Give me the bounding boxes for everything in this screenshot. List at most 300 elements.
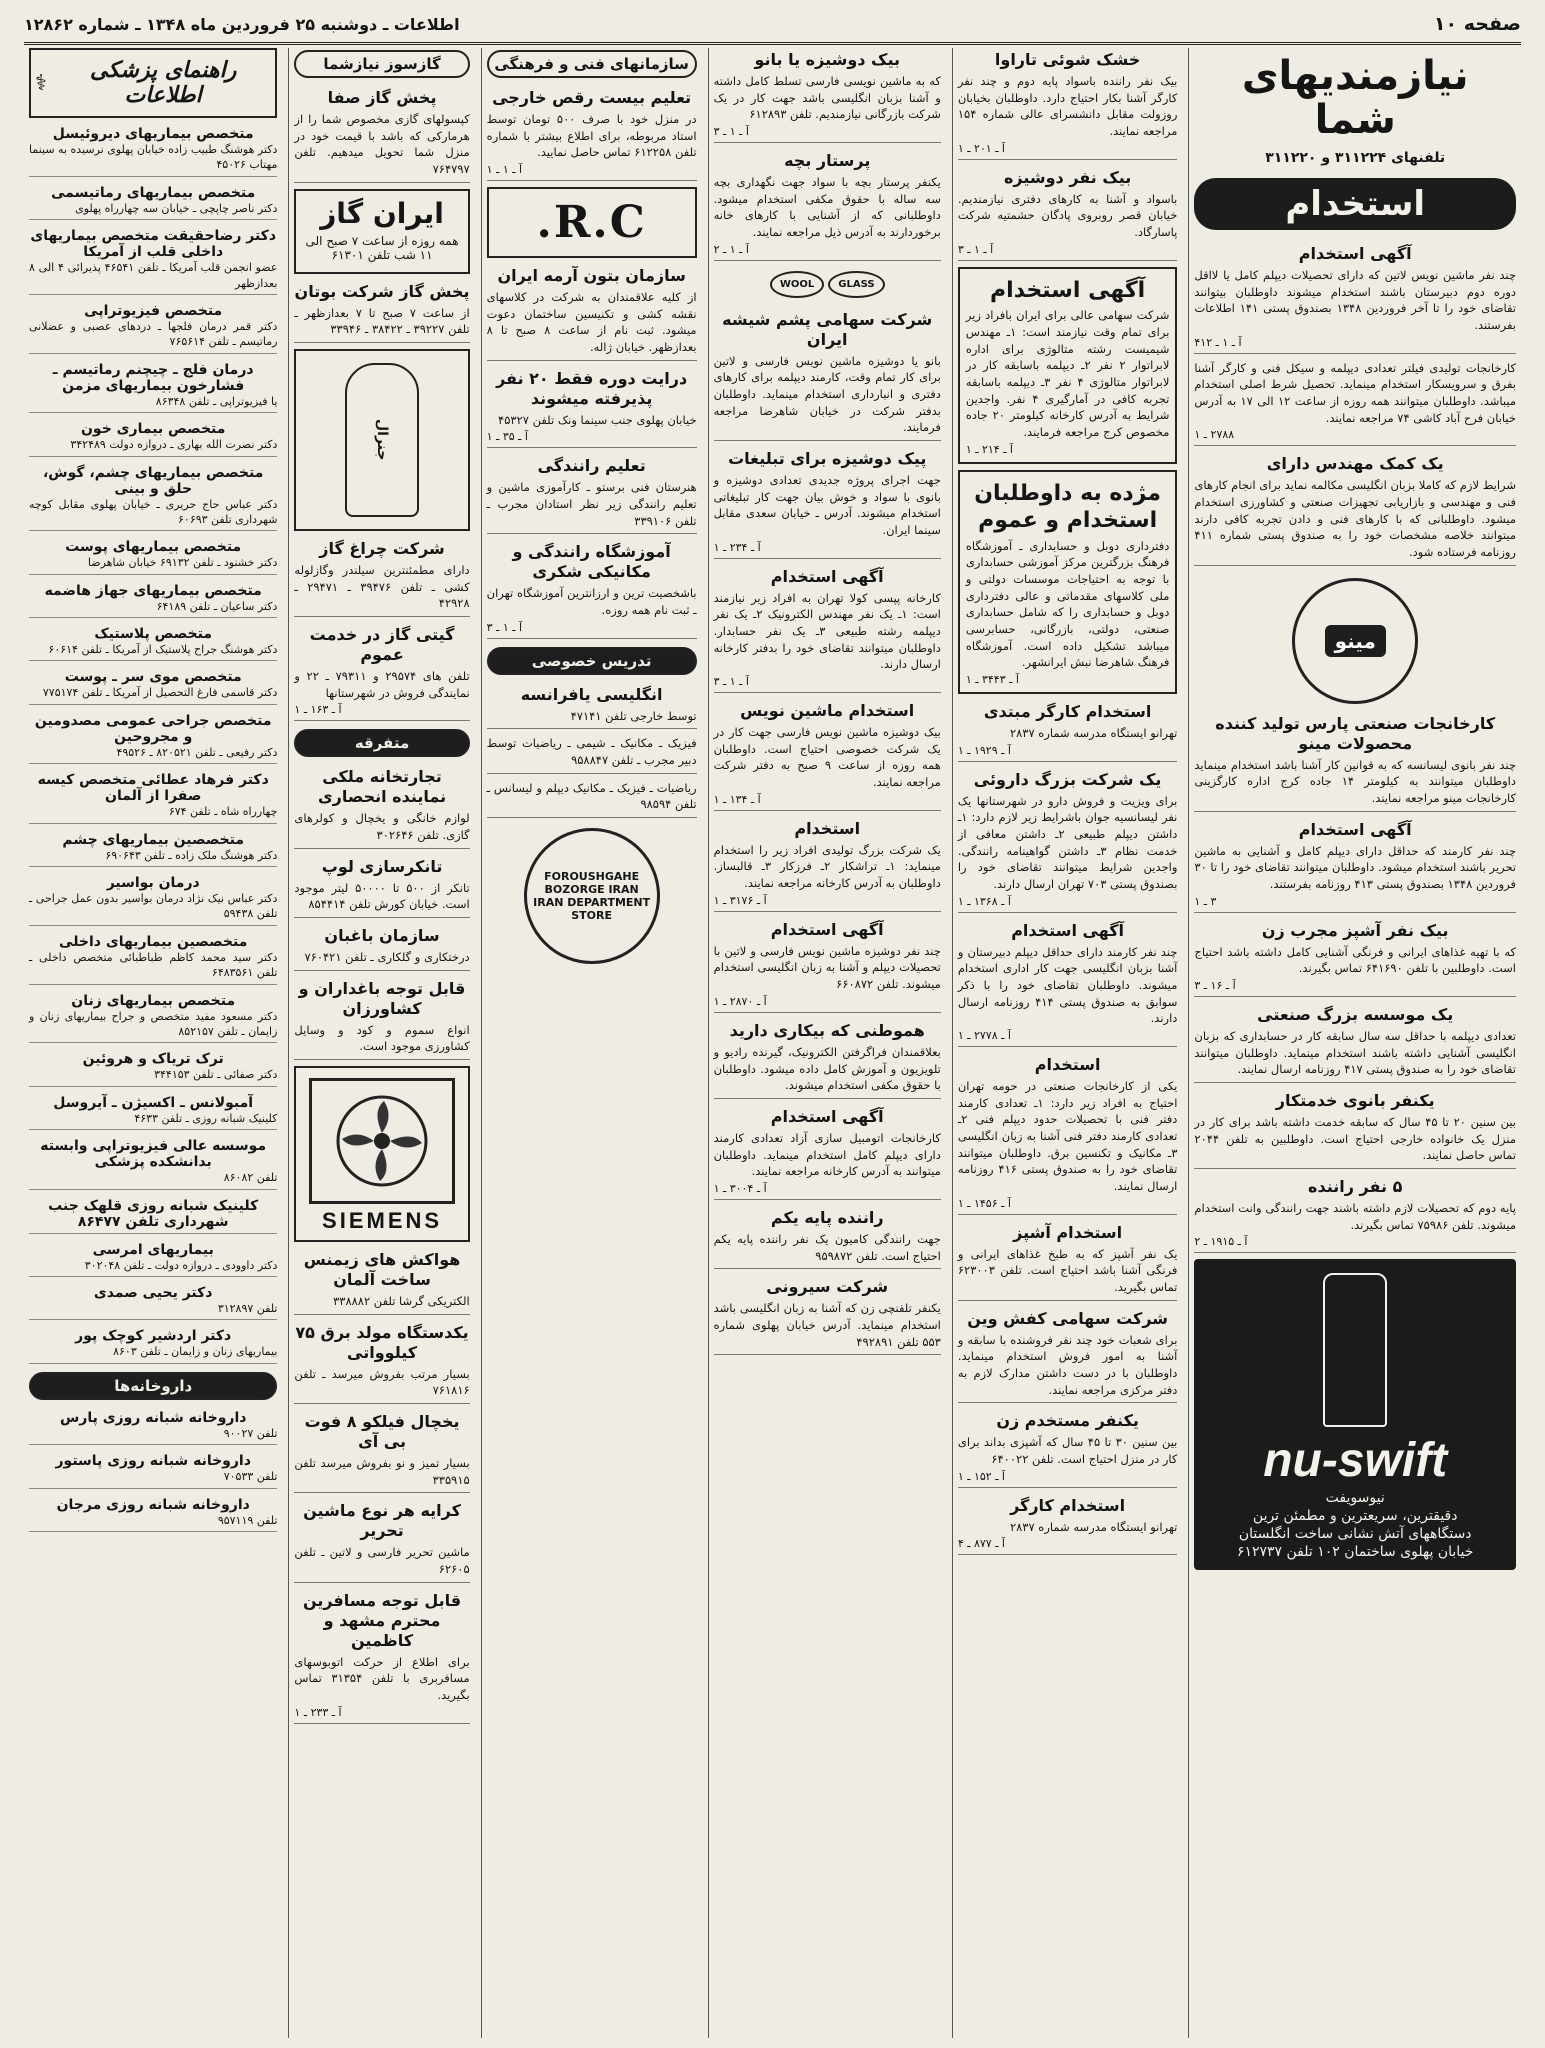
- ad-code: آ ـ ۱ ـ ۴۱۲: [1194, 335, 1242, 349]
- classified-ad: [714, 918, 941, 1013]
- classified-ad: [487, 454, 697, 534]
- classified-ad: [294, 86, 469, 183]
- medical-guide-title: راهنمای پزشکی اطلاعات: [89, 58, 237, 108]
- doctor-specialty: آمبولانس ـ اکسیژن ـ آیروسل: [53, 1094, 254, 1111]
- doctor-listing: [29, 360, 277, 413]
- ad-code: آ ـ ۱۶۳ ـ ۱: [294, 703, 342, 717]
- ad-text: یکنفر پرستار بچه با سواد جهت نگهداری بچه سه ساله با حقوق مکفی استخدام میشود. داوطلبانی که از آشنایی با کارهای خانه برخوردارند به آدرس ذیل مراجعه نمایند.: [713, 175, 941, 240]
- doctor-specialty: متخصص بیماریهای دیروئیسل: [52, 126, 254, 142]
- doctor-text: دکتر سید محمد کاظم طباطبائی متخصص داخلی ـ تلفن ۶۴۸۳۵۶۱: [28, 950, 278, 980]
- ad-text: بسیار تمیز و نو بفروش میرسد تلفن ۳۳۵۹۱۵: [294, 1456, 470, 1487]
- doctor-listing: [29, 932, 277, 985]
- doctor-text: دکتر عباس حاج حریری ـ خیابان پهلوی مقابل کوچه شهرداری تلفن ۶۰۶۹۳: [28, 497, 278, 526]
- classified-ad: [487, 367, 697, 449]
- ad-code: آ ـ ۱۶ ـ ۳: [1194, 979, 1236, 993]
- nuswift-desc: دستگاههای آتش نشانی ساخت انگلستان: [1238, 1526, 1472, 1543]
- ad-code: آ ـ ۲۳۳ ـ ۱: [294, 1705, 342, 1719]
- ad-text: هنرستان فنی برستو ـ کارآموزی ماشین و تعلیم رانندگی زیر نظر استادان مجرب ـ تلفن ۳۳۹۱۰۶: [486, 480, 697, 528]
- doctor-specialty: دکتر یحیی صمدی: [93, 1284, 213, 1301]
- classified-ad: [958, 1053, 1178, 1215]
- ad-heading: قابل توجه مسافرین محترم مشهد و کاظمین: [302, 1590, 462, 1650]
- classified-ad: [487, 780, 697, 818]
- classified-ad: [294, 1410, 469, 1493]
- classified-ad: [714, 1275, 941, 1355]
- ad-heading: یک موسسه بزرگ صنعتی: [1257, 1005, 1454, 1025]
- doctor-text: دکتر ناصر چاپچی ـ خیابان سه چهارراه پهلوی: [75, 201, 278, 215]
- fan-graphic: [332, 1091, 432, 1191]
- ad-heading: سازمان بتون آرمه ایران: [497, 266, 686, 286]
- ad-text: در منزل خود با صرف ۵۰۰ تومان توسط استاد مربوطه، برای اطلاع بیشتر با شماره تلفن ۶۱۲۲۵۸ تماس حاصل نمایید.: [486, 112, 697, 160]
- classified-ad: [714, 699, 941, 811]
- doctor-specialty: درمان فلج ـ چیچنم رماتیسم ـ فشارخون بیماریهای مزمن: [52, 361, 254, 394]
- doctor-specialty: ترک تریاک و هروئین: [82, 1051, 224, 1068]
- ad-heading: گیتی گاز در خدمت عموم: [309, 625, 455, 665]
- ad-text: چند نفر دوشیزه ماشین نویس فارسی و لاتین با تحصیلات دیپلم و آشنا به زبان انگلیسی استخدام میشوند. تلفن ۶۶۰۸۷۲: [713, 943, 941, 992]
- ad-code: آ ـ ۱۳۶۸ ـ ۱: [957, 894, 1011, 908]
- ad-text: تانکر از ۵۰۰ تا ۵۰۰۰۰ لیتر موجود است. خیابان کورش تلفن ۸۵۴۴۱۴: [294, 880, 470, 912]
- ad-text: توسط خارجی تلفن ۴۷۱۴۱: [570, 708, 697, 723]
- store-name: FOROUSHGAHE BOZORGE IRAN: [544, 870, 640, 897]
- doctor-listing: [29, 873, 277, 926]
- ad-text: از کلیه علاقمندان به شرکت در کلاسهای نقشه کشی و تکنیسین ساختمان دعوت میشود. ثبت نام از ساعت ۸ صبح تا ۸ بعدازظهر. خیابان ژاله.: [486, 290, 697, 355]
- section-head-private-tutoring: تدریس خصوصی: [487, 647, 697, 675]
- ad-text: بعلاقمندان فراگرفتن الکترونیک، گیرنده رادیو و تلویزیون و آموزش کامل داده میشود. داوطلبان با حقوق مکفی استخدام میشوند.: [713, 1044, 941, 1093]
- ad-text: برای اطلاع از حرکت اتوبوسهای مسافربری با تلفن ۳۱۳۵۴ تماس بگیرید.: [294, 1654, 470, 1703]
- ad-text: بیک دوشیزه ماشین نویس فارسی جهت کار در یک شرکت خصوصی احتیاج است. داوطلبان همه روزه از ساعت ۹ صبح به دفتر شرکت مراجعه نمایند.: [713, 725, 941, 790]
- ad-heading: یک کمک مهندس دارای: [1266, 454, 1444, 474]
- doctor-text: بیماریهای زنان و زایمان ـ تلفن ۸۶۰۳: [113, 1345, 278, 1359]
- ad-text: بین سنین ۲۰ تا ۴۵ سال که سابقه خدمت داشته باشد برای کار در منزل یک خانواده خارجی احتیاج است. داوطلبین به تلفن ۲۰۴۴ تماس حاصل نمایند.: [1194, 1115, 1517, 1163]
- ad-text: درختکاری و گلکاری ـ تلفن ۷۶۰۴۲۱: [304, 950, 470, 965]
- classified-ad: [958, 470, 1178, 694]
- ad-heading: قابل توجه باغداران و کشاورزان: [298, 978, 466, 1018]
- classified-ad: [714, 1206, 941, 1269]
- ad-text: شرایط لازم که کاملا بزبان انگلیسی مکالمه نماید برای انجام کارهای فنی و مهندسی و بازاریابی تجهیزات صنعتی و کشاورزی استخدام میشود. داوطلبانی که با کارهای فنی و دادن تجربه کافی دارند میتوانند خلاصه مشخصات خود را به صندوق پستی شماره ۴۱۱ روزنامه فرستاده شود.: [1194, 478, 1516, 560]
- ad-code: آ ـ ۱۳۴ ـ ۱: [713, 792, 761, 806]
- doctor-text: دکتر رفیعی ـ تلفن ۸۲۰۵۲۱ ـ ۴۹۵۲۶: [116, 745, 278, 759]
- ad-text: باسواد و آشنا به کارهای دفتری نیازمندیم. خیابان قصر روبروی پادگان حشمتیه شرکت پاسارگاد.: [957, 191, 1178, 240]
- doctor-specialty: کلینیک شبانه روزی قلهک جنب شهرداری تلفن ۸۶۴۷۷: [48, 1197, 259, 1230]
- doctor-listing: [29, 1283, 277, 1320]
- ad-code: آ ـ ۱ ـ ۳: [713, 125, 749, 139]
- ad-heading: هموطنی که بیکاری دارید: [729, 1020, 925, 1040]
- doctor-listing: [29, 226, 277, 295]
- doctor-listing: [29, 301, 277, 354]
- ad-text: یک شرکت بزرگ تولیدی افراد زیر را استخدام مینماید: ۱ـ تراشکار ۲ـ فرزکار ۳ـ قالبساز. داوطلبان به آدرس کارخانه مراجعه نمایند.: [713, 842, 941, 891]
- ad-text: کارخانه پپسی کولا تهران به افراد زیر نیازمند است: ۱ـ یک نفر مهندس الکترونیک ۲ـ یک نفر دیپلمه رشته طبیعی ۳ـ یک نفر حسابدار. داوطلبان میتوانند تقاضای خود را بدفتر کارخانه ارسال دارند.: [713, 590, 941, 672]
- ad-text: ماشین تحریر فارسی و لاتین ـ تلفن ۶۲۶۰۵: [294, 1545, 470, 1577]
- ad-text: چند نفر بانوی لیسانسه که به قوانین کار آشنا باشد استخدام مینماید داوطلبان میتوانند به کیلومتر ۱۴ جاده کرج اداره کارگزینی کارخانجات مینو مراجعه نمایند.: [1194, 757, 1516, 806]
- ad-code: ۳ ـ ۱: [1194, 894, 1217, 908]
- ad-heading: ۵ نفر راننده: [1308, 1177, 1403, 1197]
- doctor-specialty: درمان بواسیر: [106, 875, 200, 892]
- classified-ad: [487, 264, 697, 361]
- ad-text: تعدادی دیپلمه با حداقل سه سال سابقه کار در حسابداری که بزبان انگلیسی آشنایی داشته باشند استخدام مینماید. داوطلبان میتوانند تقاضای خود را به صندوق پستی ۴۱۷ روزنامه ارسال نمایند.: [1194, 1029, 1516, 1077]
- classified-ad: [1194, 1175, 1516, 1253]
- doctor-text: دکتر عباس نیک نژاد درمان بواسیر بدون عمل جراحی ـ تلفن ۵۹۴۳۸: [28, 892, 278, 921]
- classified-ad: [294, 1248, 469, 1315]
- ad-code: آ ـ ۱ ـ ۲: [713, 242, 749, 256]
- ad-code: آ ـ ۱ ـ ۳: [486, 620, 523, 634]
- nuswift-brand-fa: نیوسویفت: [1325, 1490, 1385, 1507]
- pharmacy-text: تلفن ۷۰۵۳۳: [223, 1470, 278, 1484]
- ad-heading: آگهی استخدام: [1011, 920, 1125, 940]
- classified-ad: [294, 1321, 469, 1404]
- doctor-text: کلینیک شبانه روزی ـ تلفن ۴۶۳۳: [134, 1111, 278, 1125]
- classified-ad: [1194, 818, 1516, 913]
- doctor-text: دکتر نصرت الله بهاری ـ دروازه دولت ۳۴۲۴۸۹: [70, 438, 278, 452]
- columns: [24, 48, 1521, 2038]
- ad-heading: آگهی استخدام: [1298, 244, 1412, 263]
- pharmacy-name: داروخانه شبانه روزی مرجان: [56, 1496, 250, 1513]
- ad-text: برای شعبات خود چند نفر فروشنده با سابقه و آشنا به امور فروش استخدام مینماید. داوطلبان با در دست داشتن مدارک لازم به دفتر مرکزی مراجعه نمایند.: [957, 1332, 1178, 1397]
- ad-heading: تعلیم رانندگی: [537, 456, 646, 476]
- doctor-listing: [29, 711, 277, 764]
- ad-heading: یخچال فیلکو ۸ فوت بی آی: [304, 1412, 460, 1452]
- ad-text: که به ماشین نویسی فارسی تسلط کامل داشته و آشنا بزبان انگلیسی باشد جهت کار در یک شرکت بازرگانی نیازمندیم. تلفن ۶۱۲۸۹۳: [713, 74, 941, 122]
- ad-heading: سازمان باغبان: [324, 926, 440, 946]
- ad-code: آ ـ ۳۴۴۳ ـ ۱: [965, 672, 1019, 686]
- ad-text: انواع سموم و کود و وسایل کشاورزی موجود است.: [294, 1022, 470, 1054]
- glasswool-logo: [714, 271, 941, 298]
- pharmacy-name: داروخانه شبانه روزی پارس: [59, 1409, 247, 1426]
- nuswift-slogan: دقیقترین، سریعترین و مطمئن ترین: [1252, 1508, 1458, 1525]
- ad-heading: بیک دوشیزه یا بانو: [754, 50, 900, 69]
- ad-text: بین سنین ۳۰ تا ۴۵ سال که آشپزی بداند برای کار در منزل احتیاج است. تلفن ۶۴۰۰۲۲: [957, 1435, 1178, 1467]
- classified-ad: [714, 565, 941, 693]
- doctor-listing: [29, 1136, 277, 1189]
- ad-code: آ ـ ۱۴۵۶ ـ ۱: [957, 1196, 1011, 1210]
- doctor-listing: [29, 1240, 277, 1277]
- fire-extinguisher-icon: [1323, 1273, 1387, 1427]
- ad-text: که با تهیه غذاهای ایرانی و فرنگی آشنایی کامل داشته باشد احتیاج است. داوطلبین با تلفن ۶۴۱۶۹۰ تماس بگیرند.: [1194, 944, 1516, 976]
- medical-guide-header: [29, 48, 277, 118]
- classified-ad: [294, 1589, 469, 1724]
- classified-ad: [958, 1221, 1178, 1301]
- classified-ad: [958, 267, 1178, 464]
- section-head-misc: متفرقه: [294, 729, 469, 757]
- classified-ad: [1194, 1003, 1516, 1083]
- ad-heading: استخدام ماشین نویس: [740, 701, 915, 721]
- ad-heading: آگهی استخدام: [770, 566, 884, 586]
- nuswift-brand: nu-swift: [1263, 1434, 1448, 1488]
- iran-gas-sub: همه روزه از ساعت ۷ صبح الی ۱۱ شب تلفن ۶۱۳۰۱: [305, 233, 459, 262]
- general-brand: جنرال: [374, 419, 391, 461]
- classified-ad: [294, 924, 469, 971]
- ad-heading: بیک نفر آشپز مجرب زن: [1261, 920, 1449, 940]
- ad-text: لوازم خانگی و یخچال و کولرهای گازی. تلفن ۳۰۲۶۴۶: [294, 811, 470, 843]
- ad-heading: یکنفر مستخدم زن: [996, 1411, 1139, 1431]
- ad-heading: شرکت سیرونی: [766, 1277, 889, 1297]
- classified-ad: [487, 735, 697, 773]
- ad-text: جهت اجرای پروژه جدیدی تعدادی دوشیزه و بانوی با سواد و خوش بیان جهت کار تبلیغاتی استخدام میشوند. آدرس ـ خیابان سعدی مقابل سینما ایران.: [713, 473, 941, 538]
- column-4: [481, 48, 702, 2038]
- classified-ad: [294, 537, 469, 617]
- store-sub: IRAN DEPARTMENT STORE: [533, 896, 651, 923]
- ad-heading: مژده به داوطلبان استخدام و عموم: [974, 480, 1161, 534]
- page-number: صفحه ۱۰: [1433, 13, 1521, 35]
- mino-logo: [1292, 578, 1418, 704]
- doctor-text: تلفن ۸۶۰۸۲: [223, 1171, 278, 1185]
- doctor-listing: [29, 537, 277, 574]
- ad-text: ریاضیات ـ فیزیک ـ مکانیک دیپلم و لیسانس ـ تلفن ۹۸۵۹۴: [486, 780, 697, 812]
- nuswift-ad: [1194, 1259, 1516, 1570]
- iran-gas-ad: [294, 189, 469, 274]
- classified-ad: [714, 48, 941, 143]
- ad-heading: استخدام آشپز: [1013, 1222, 1123, 1242]
- ad-heading: پیک دوشیزه برای تبلیغات: [728, 449, 927, 469]
- doctor-text: دکتر مسعود مفید متخصص و جراح بیماریهای زنان و زایمان ـ تلفن ۸۵۲۱۵۷: [28, 1009, 278, 1038]
- ad-text: یکی از کارخانجات صنعتی در حومه تهران احتیاج به افراد زیر دارد: ۱ـ تعدادی کارمند دفتر فنی با تحصیلات حدود دیپلم فنی ۲ـ تعدادی کارمند دفتر فنی آشنا به زبان انگلیسی ۳ـ مکانیک و تکنسین برق. داوطلبان میتوانند تقاضای خود را به صندوق پستی ۴۱۶ روزنامه ارسال نمایند.: [957, 1079, 1178, 1194]
- doctor-text: چهارراه شاه ـ تلفن ۶۷۴: [168, 805, 278, 819]
- doctor-text: دکتر خشنود ـ تلفن ۶۹۱۳۲ خیابان شاهرضا: [87, 556, 278, 570]
- classified-ad: [958, 1307, 1178, 1404]
- doctor-text: تلفن ۳۱۲۸۹۷: [217, 1301, 278, 1315]
- doctor-specialty: متخصص بیماریهای پوست: [65, 539, 242, 556]
- doctor-specialty: متخصص بیماریهای زنان: [71, 992, 236, 1009]
- ad-text: یک نفر آشپز که به طبخ غذاهای ایرانی و فرنگی آشنا باشد احتیاج است. تلفن ۶۲۳۰۰۳ تماس بگیرید.: [957, 1246, 1178, 1295]
- general-gas-ad: [294, 349, 469, 531]
- ad-heading: تعلیم بیست رقص خارجی: [492, 88, 692, 107]
- glasswool-right: WOOL: [770, 271, 824, 298]
- doctor-specialty: بیماریهای امرسی: [92, 1241, 214, 1258]
- ad-heading: استخدام: [794, 818, 861, 838]
- section-head-pharmacies: داروخانه‌ها: [29, 1372, 277, 1400]
- classified-ad: [487, 540, 697, 638]
- column-5: [288, 48, 474, 2038]
- doctor-text: دکتر قاسمی فارغ التحصیل از آمریکا ـ تلفن ۷۷۵۱۷۴: [42, 686, 278, 700]
- doctor-listing: [29, 770, 277, 823]
- ad-text: شرکت سهامی عالی برای ایران بافراد زیر برای تمام وقت نیازمند است: ۱ـ مهندس شیمیست رشته متالوژی برای اداره لابراتوار ۲ نفر ۲ـ دیپلمه باسابقه کار در لابراتوار متالوژی ۴ نفر ۳ـ دیپلمه باسابقه تجربه کافی در آمارگیری ۴ نفر. واجدین شرایط به آدرس کارخانه کیلومتر ۲۰ جاده مخصوص کرج مراجعه فرمایند.: [965, 308, 1170, 439]
- section-phones: تلفنهای ۳۱۱۲۲۴ و ۳۱۱۲۲۰: [1265, 150, 1446, 166]
- ad-heading: استخدام کارگر مبتدی: [983, 701, 1152, 721]
- siemens-ad: [294, 1066, 469, 1242]
- pharmacy-text: تلفن ۹۵۷۱۱۹: [217, 1513, 278, 1527]
- ad-heading: شرکت چراغ گاز: [319, 539, 445, 559]
- ad-code: آ ـ ۱ ـ ۱: [486, 163, 523, 177]
- ad-heading: آگهی استخدام: [1298, 819, 1412, 839]
- ad-code: آ ـ ۲۸۷۰ ـ ۱: [713, 994, 767, 1008]
- doctor-specialty: دکتر اردشیر کوچک پور: [75, 1328, 232, 1345]
- ad-heading: پخش گاز شرکت بوتان: [294, 281, 470, 301]
- ad-text: الکتریکی گرشا تلفن ۳۳۸۸۸۲: [333, 1294, 470, 1309]
- doctor-listing: [29, 1196, 277, 1234]
- doctor-specialty: متخصص بیماریهای رماتیسمی: [51, 184, 256, 201]
- doctor-listing: [29, 463, 277, 532]
- classified-ad: [294, 977, 469, 1060]
- ad-heading: هواکش های زیمنس ساخت آلمان: [303, 1250, 461, 1290]
- classified-ad: [1194, 242, 1516, 354]
- ad-heading: آگهی استخدام: [770, 919, 884, 939]
- ad-code: آ ـ ۱ ـ ۳: [957, 242, 994, 256]
- classified-ad: [958, 48, 1178, 160]
- doctor-specialty: متخصصین بیماریهای داخلی: [59, 933, 248, 950]
- ad-text: چند نفر کارمند که حداقل دارای دیپلم کامل و آشنایی به ماشین تحریر باشند استخدام میشود. داوطلبان میتوانند تقاضای خود را تا ۳۰ فروردین ۱۳۴۸ بصندوق پستی ۴۱۳ روزنامه بفرستند.: [1194, 843, 1516, 892]
- ad-text: باشخصیت ترین و ارزانترین آموزشگاه تهران ـ ثبت نام همه روزه.: [486, 586, 697, 618]
- issue-line: اطلاعات ـ دوشنبه ۲۵ فروردین ماه ۱۳۴۸ ـ شماره ۱۲۸۶۲: [24, 14, 460, 34]
- ad-heading: یکدستگاه مولد برق ۷۵ کیلوواتی: [295, 1322, 469, 1362]
- classified-ad: [958, 919, 1178, 1047]
- siemens-brand: SIEMENS: [322, 1208, 443, 1234]
- ad-text: یکنفر تلفنچی زن که آشنا به زبان انگلیسی باشد استخدام مینماید. آدرس خیابان پهلوی شماره ۵۵۳ تلفن ۴۹۲۸۹۱: [713, 1301, 941, 1349]
- doctor-text: عضو انجمن قلب آمریکا ـ تلفن ۴۶۵۴۱ پذیرائی ۴ الی ۸ بعدازظهر: [28, 261, 278, 290]
- ad-text: خیابان پهلوی جنب سینما ونک تلفن ۴۵۳۲۷: [498, 412, 697, 427]
- ad-code: ۲۷۸۸ ـ ۱: [1194, 428, 1235, 442]
- ad-text: پایه دوم که تحصیلات لازم داشته باشند جهت رانندگی وانت استخدام میشوند. تلفن ۷۵۹۸۶ تماس بگیرند.: [1194, 1201, 1516, 1232]
- gas-cylinder-icon: [345, 363, 419, 517]
- ad-heading: خشک شوئی تاراوا: [994, 50, 1141, 69]
- section-head-gas: گازسوز نیازشما: [294, 50, 469, 78]
- ad-code: آ ـ ۳۱۷۶ ـ ۱: [713, 893, 767, 907]
- ad-text: بسیار مرتب بفروش میرسد ـ تلفن ۷۶۱۸۱۶: [294, 1366, 470, 1398]
- doctor-listing: [29, 124, 277, 177]
- ad-code: آ ـ ۲۱۴ ـ ۱: [965, 442, 1013, 456]
- ad-code: آ ـ ۳۰۰۴ ـ ۱: [713, 1181, 767, 1195]
- doctor-text: دکتر هوشنگ طبیب زاده خیابان پهلوی نرسیده به سینما مهتاب ۴۵۰۲۶: [28, 143, 278, 172]
- classified-ad: [714, 447, 941, 559]
- section-head-technical: سازمانهای فنی و فرهنگی: [487, 50, 697, 78]
- ad-text: کارخانجات اتومبیل سازی آزاد تعدادی کارمند دارای دیپلم کامل استخدام مینماید. داوطلبان میتوانند به آدرس کارخانه مراجعه نمایند.: [713, 1130, 941, 1179]
- mino-label: مینو: [1325, 625, 1386, 657]
- ad-heading: تانکرسازی لوپ: [321, 856, 443, 876]
- pharmacy-listing: [29, 1495, 277, 1532]
- doctor-specialty: متخصص بیماری خون: [80, 421, 226, 438]
- classified-ad: [294, 1499, 469, 1582]
- doctor-specialty: موسسه عالی فیزیوتراپی وابسته بدانشکده پزشکی: [40, 1138, 267, 1171]
- doctor-listing: [29, 624, 277, 661]
- classified-ad: [294, 855, 469, 918]
- ad-text: جهت رانندگی کامیون یک نفر راننده پایه یکم احتیاج است. تلفن ۹۵۹۸۷۲: [713, 1231, 941, 1263]
- ad-text: کپسولهای گازی مخصوص شما را از هرمارکی که باشد با قیمت خود در منزل شما تحویل میدهیم. تلفن ۷۶۴۷۹۷: [294, 112, 470, 177]
- doctor-text: دکتر هوشنگ ملک زاده ـ تلفن ۶۹۰۶۴۳: [105, 848, 278, 862]
- department-store-emblem: [524, 828, 660, 964]
- doctor-specialty: دکتر رضاحقیقت متخصص بیماریهای داخلی قلب از آمریکا: [30, 228, 277, 261]
- doctor-listing: [29, 419, 277, 456]
- ad-heading: آگهی استخدام: [990, 277, 1146, 303]
- classified-ad: [294, 765, 469, 848]
- classified-ad: [487, 683, 697, 730]
- ad-text: فیزیک ـ مکانیک ـ شیمی ـ ریاضیات توسط دبیر مجرب ـ تلفن ۹۵۸۸۴۷: [486, 736, 697, 768]
- ad-heading: درایت دوره فقط ۲۰ نفر پذیرفته میشوند: [496, 368, 688, 408]
- ad-text: کارخانجات تولیدی فیلتر تعدادی دیپلمه و سیکل فنی و کارگر آشنا بفرق و سرویسکار استخدام مینماید. تحصیل شرط اصلی استخدام میباشد. داوطلبان میتوانند همه روزه از ساعت ۱۲ الی ۱۷ به آدرس خیابان فرح آباد کاشی ۷۴ مراجعه نمایند.: [1194, 360, 1516, 425]
- ad-code: آ ـ ۲۷۷۸ ـ ۱: [957, 1029, 1011, 1043]
- doctor-text: دکتر قمر درمان فلجها ـ دردهای عصبی و عضلانی رماتیسم ـ تلفن ۷۶۵۶۱۴: [28, 319, 278, 349]
- iran-gas-brand: ایران گاز: [320, 196, 444, 230]
- doctor-listing: [29, 1326, 277, 1363]
- rc-logo: [487, 187, 697, 258]
- ad-heading: شرکت سهامی کفش وین: [967, 1308, 1169, 1328]
- classified-ad: [958, 1409, 1178, 1487]
- ad-code: آ ـ ۱۹۱۵ ـ ۲: [1194, 1235, 1248, 1249]
- doctor-listing: [29, 1049, 277, 1086]
- ad-heading: راننده پایه یکم: [770, 1207, 884, 1227]
- ad-text: از ساعت ۷ صبح تا ۷ بعدازظهر ـ تلفن ۳۹۲۲۷ ـ ۳۸۴۲۲ ـ ۳۳۹۴۶: [294, 305, 470, 337]
- classified-ad: [958, 1494, 1178, 1556]
- section-title: نیازمندیهای شما: [1241, 53, 1469, 143]
- ad-code: آ ـ ۲۳۴ ـ ۱: [713, 540, 761, 554]
- ad-text: برای ویزیت و فروش دارو در شهرستانها یک نفر لیسانسیه جوان باشرایط زیر لازم دارد: ۱ـ داشتن دیپلم طبیعی ۲ـ داشتن معافی از خدمت نظام ۳ـ داشتن گواهینامه رانندگی. واجدین شرایط میتوانند تقاضای خود را بصندوق پستی ۷۰۳ تهران ارسال دارند.: [957, 793, 1178, 891]
- doctor-listing: [29, 183, 277, 220]
- ad-text: بانو یا دوشیزه ماشین نویس فارسی و لاتین برای کار تمام وقت، کارمند دیپلمه برای کارهای دفتری و انبارداری استخدام مینماید. داوطلبان بدفتر شرکت در خیابان شاهرضا مراجعه فرمایند.: [713, 353, 941, 435]
- classified-ad: [714, 817, 941, 912]
- ad-text: تلفن های ۲۹۵۷۴ و ۷۹۳۱۱ ـ ۲۲ و نمایندگی فروش در شهرستانها: [294, 669, 470, 700]
- ad-heading: پخش گاز صفا: [327, 88, 437, 107]
- classified-ad: [958, 768, 1178, 913]
- rc-logo-text: R.C.: [536, 197, 647, 249]
- ad-code: آ ـ ۱۵۲ ـ ۱: [957, 1469, 1005, 1483]
- classified-ad: [714, 149, 941, 261]
- doctor-text: دکتر ساعیان ـ تلفن ۶۴۱۸۹: [156, 599, 278, 613]
- classified-ad: [714, 308, 941, 441]
- doctor-text: دکتر داوودی ـ دروازه دولت ـ تلفن ۳۰۲۰۴۸: [84, 1258, 278, 1272]
- doctor-listing: [29, 830, 277, 867]
- doctor-specialty: متخصصین بیماریهای چشم: [62, 831, 245, 848]
- glasswool-left: GLASS: [828, 271, 884, 298]
- pharmacy-listing: [29, 1451, 277, 1488]
- pharmacy-text: تلفن ۹۰۰۲۷: [223, 1426, 278, 1440]
- doctor-specialty: متخصص پلاستیک: [94, 626, 213, 643]
- doctor-specialty: متخصص بیماریهای چشم، گوش، حلق و بینی: [42, 464, 264, 497]
- classified-ad: [294, 280, 469, 343]
- classified-ad: [714, 1105, 941, 1200]
- doctor-listing: [29, 991, 277, 1044]
- ad-heading: بیک نفر دوشیزه: [1003, 167, 1132, 187]
- fan-icon: [309, 1078, 455, 1204]
- ad-heading: انگلیسی یافرانسه: [520, 684, 663, 704]
- ad-heading: تجارتخانه ملکی نماینده انحصاری: [317, 767, 447, 807]
- ad-heading: یکنفر بانوی خدمتکار: [1275, 1091, 1435, 1111]
- ad-text: تهرانو ایستگاه مدرسه شماره ۲۸۳۷: [1009, 725, 1178, 740]
- doctor-text: یا فیزیوتراپی ـ تلفن ۸۶۳۴۸: [155, 394, 278, 408]
- pharmacy-listing: [29, 1408, 277, 1445]
- ad-heading: آموزشگاه رانندگی و مکانیکی شکری: [512, 542, 671, 582]
- doctor-specialty: متخصص فیزیوتراپی: [84, 302, 223, 319]
- classified-ad: [1194, 360, 1516, 447]
- caduceus-icon: ⚕: [34, 70, 47, 96]
- doctor-text: دکتر صفائی ـ تلفن ۳۴۴۱۵۳: [154, 1068, 278, 1082]
- classified-ad: [1194, 452, 1516, 565]
- ad-text: تهرانو ایستگاه مدرسه شماره ۲۸۳۷: [1009, 1519, 1178, 1534]
- ad-heading: پرستار بچه: [784, 151, 871, 171]
- ad-heading: یک شرکت بزرگ داروئی: [973, 769, 1162, 789]
- ad-text: چند نفر ماشین نویس لاتین که دارای تحصیلات دیپلم کامل یا لااقل دوره دوم دبیرستان باشند استخدام میشوند داوطلبان بیتوانند تقاضای خود را تا آخر فروردین ۱۳۴۸ بصندوق پستی ۱۴۱ اطلاعات بفرستند.: [1194, 268, 1517, 333]
- doctor-specialty: متخصص بیماریهای جهاز هاضمه: [44, 582, 262, 599]
- ad-text: دفترداری دوبل و حسابداری ـ آموزشگاه فرهنگ بزرگترین مرکز آموزشی حسابداری با توجه به احتیاجات موسسات دولتی و ملی کلاسهای مقدماتی و عالی دفترداری دوبل و حسابداری را که شامل حسابداری صنعتی، دولتی، بازرگانی، حسابرسی میباشد تشکیل داده است. آموزشگاه فرهنگ شاهرضا نبش ایرانشهر.: [965, 538, 1170, 670]
- masthead: [24, 6, 1521, 45]
- classified-ad: [294, 623, 469, 721]
- doctor-listing: [29, 667, 277, 704]
- ad-code: آ ـ ۸۷۷ ـ ۴: [957, 1537, 1005, 1551]
- ad-heading: کرایه هر نوع ماشین تحریر: [303, 1501, 461, 1541]
- ad-heading: استخدام: [1034, 1055, 1101, 1075]
- classified-ad: [1194, 1089, 1516, 1169]
- doctor-listing: [29, 581, 277, 618]
- employment-banner: استخدام: [1194, 178, 1516, 230]
- classified-ad: [1194, 712, 1516, 812]
- column-3: [708, 48, 946, 2038]
- classified-ad: [958, 166, 1178, 261]
- nuswift-address: خیابان پهلوی ساختمان ۱۰۲ تلفن ۶۱۲۷۳۷: [1236, 1544, 1474, 1561]
- column-2: [952, 48, 1183, 2038]
- ad-text: چند نفر کارمند دارای حداقل دیپلم دبیرستان و آشنا بزبان انگلیسی جهت کار اداری استخدام میشوند. داوطلبان تقاضای خود را با ذکر سوابق به صندوق پستی ۴۱۴ روزنامه ارسال دارند.: [957, 944, 1178, 1026]
- ad-code: آ ـ ۲۰۱ ـ ۱: [957, 141, 1005, 155]
- classified-ad: [714, 1019, 941, 1099]
- ad-text: دارای مطمئنترین سیلندر وگازلوله کشی ـ تلفن ۳۹۴۷۶ ـ ۲۹۴۷۱ ـ ۴۲۹۲۸: [294, 563, 470, 611]
- classified-ad: [487, 86, 697, 181]
- ad-heading: استخدام کارگر: [1010, 1495, 1126, 1515]
- doctor-listing: [29, 1093, 277, 1130]
- ad-code: آ ـ ۱۹۲۹ ـ ۱: [957, 743, 1011, 757]
